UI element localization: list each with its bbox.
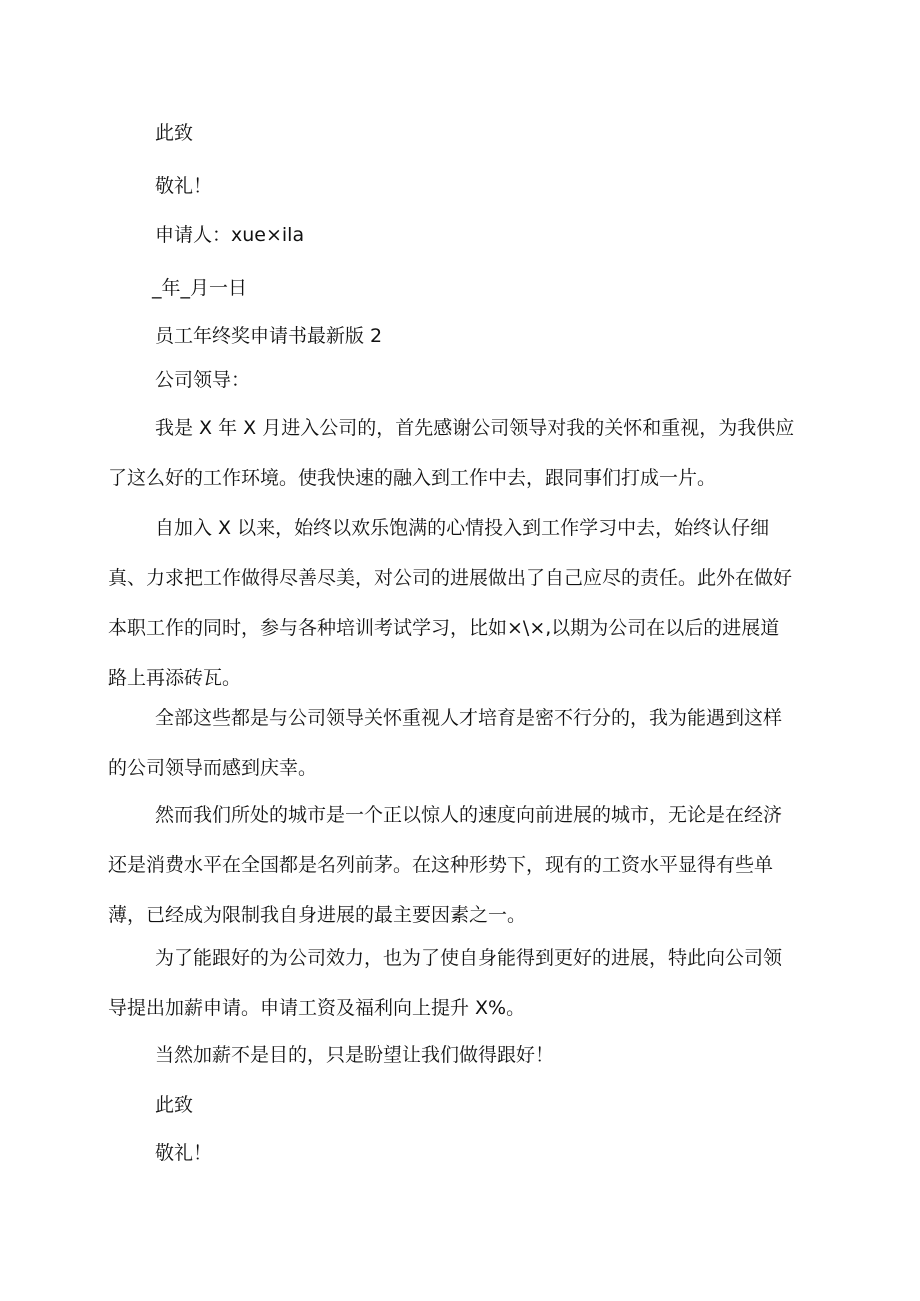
closing-regards: 敬礼！ xyxy=(155,1142,213,1164)
paragraph-4: 然而我们所处的城市是一个正以惊人的速度向前进展的城市，无论是在经济还是消费水平在全国都是名列前茅。在这种形势下，现有的工资水平显得有些单薄，已经成为限制我自身进展的最主要因素之一。 xyxy=(108,804,783,926)
paragraph-2: 自加入 X 以来，始终以欢乐饱满的心情投入到工作学习中去，始终认仔细真、力求把工作做得尽善尽美，对公司的进展做出了自己应尽的责任。此外在做好本职工作的同时，参与各种培训考试学习，比如×\×,以期为公司在以后的进展道路上再添砖瓦。 xyxy=(108,517,793,689)
closing-regards-top: 敬礼！ xyxy=(155,175,213,197)
applicant-line: 申请人：xue×ila xyxy=(155,224,305,246)
addressee: 公司领导： xyxy=(155,369,251,391)
closing-salutation: 此致 xyxy=(155,1094,194,1116)
closing-salutation-top: 此致 xyxy=(155,122,194,144)
document-title: 员工年终奖申请书最新版 2 xyxy=(155,325,383,347)
paragraph-6: 当然加薪不是目的，只是盼望让我们做得跟好！ xyxy=(155,1044,555,1066)
paragraph-3: 全部这些都是与公司领导关怀重视人才培育是密不行分的，我为能遇到这样的公司领导而感到庆幸。 xyxy=(108,707,783,779)
paragraph-1: 我是 X 年 X 月进入公司的，首先感谢公司领导对我的关怀和重视，为我供应了这么好的工作环境。使我快速的融入到工作中去，跟同事们打成一片。 xyxy=(108,417,795,489)
date-line: _年_月一日 xyxy=(152,277,248,299)
paragraph-5: 为了能跟好的为公司效力，也为了使自身能得到更好的进展，特此向公司领导提出加薪申请。申请工资及福利向上提升 X%。 xyxy=(108,947,783,1019)
